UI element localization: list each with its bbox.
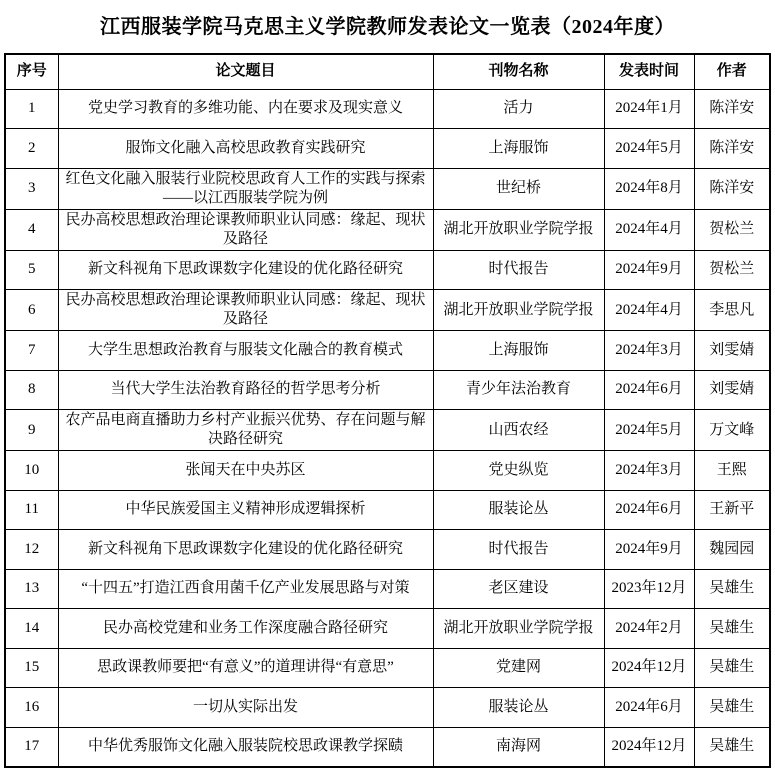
cell-author: 王新平 <box>694 490 770 530</box>
cell-title: 大学生思想政治教育与服装文化融合的教育模式 <box>58 331 433 371</box>
cell-author: 吴雄生 <box>694 648 770 688</box>
cell-author: 刘雯婧 <box>694 331 770 371</box>
cell-journal: 党建网 <box>433 648 604 688</box>
cell-author: 贺松兰 <box>694 250 770 290</box>
cell-title: 当代大学生法治教育路径的哲学思考分析 <box>58 370 433 410</box>
header-row <box>5 54 770 89</box>
papers-table-header <box>5 54 770 89</box>
cell-date: 2024年5月 <box>604 410 694 451</box>
cell-title: 民办高校党建和业务工作深度融合路径研究 <box>58 609 433 649</box>
cell-date: 2024年4月 <box>604 209 694 250</box>
cell-title: 红色文化融入服装行业院校思政育人工作的实践与探索——以江西服装学院为例 <box>58 168 433 209</box>
cell-title: 党史学习教育的多维功能、内在要求及现实意义 <box>58 89 433 129</box>
cell-date: 2024年3月 <box>604 331 694 371</box>
page-title: 江西服装学院马克思主义学院教师发表论文一览表（2024年度） <box>100 16 675 38</box>
header-no: 序号 <box>5 54 58 89</box>
cell-no: 14 <box>5 609 58 649</box>
table-row <box>5 290 770 331</box>
cell-no: 2 <box>5 129 58 169</box>
header-date: 发表时间 <box>604 54 694 89</box>
cell-author: 贺松兰 <box>694 209 770 250</box>
cell-no: 13 <box>5 569 58 609</box>
cell-no: 10 <box>5 451 58 491</box>
cell-date: 2024年9月 <box>604 530 694 570</box>
cell-no: 3 <box>5 168 58 209</box>
table-row <box>5 727 770 767</box>
table-row <box>5 370 770 410</box>
table-row <box>5 688 770 728</box>
table-row <box>5 129 770 169</box>
table-row <box>5 209 770 250</box>
cell-date: 2024年4月 <box>604 290 694 331</box>
cell-title: 民办高校思想政治理论课教师职业认同感：缘起、现状及路径 <box>58 209 433 250</box>
cell-title: 服饰文化融入高校思政教育实践研究 <box>58 129 433 169</box>
cell-journal: 时代报告 <box>433 250 604 290</box>
cell-date: 2024年2月 <box>604 609 694 649</box>
papers-table-body <box>5 89 770 767</box>
cell-author: 吴雄生 <box>694 569 770 609</box>
table-row <box>5 168 770 209</box>
table-row <box>5 609 770 649</box>
cell-journal: 老区建设 <box>433 569 604 609</box>
cell-author: 吴雄生 <box>694 609 770 649</box>
header-title: 论文题目 <box>58 54 433 89</box>
cell-date: 2024年6月 <box>604 370 694 410</box>
cell-title: 一切从实际出发 <box>58 688 433 728</box>
cell-no: 17 <box>5 727 58 767</box>
cell-no: 12 <box>5 530 58 570</box>
cell-journal: 服装论丛 <box>433 688 604 728</box>
cell-title: 中华民族爱国主义精神形成逻辑探析 <box>58 490 433 530</box>
cell-no: 5 <box>5 250 58 290</box>
cell-journal: 湖北开放职业学院学报 <box>433 609 604 649</box>
cell-journal: 湖北开放职业学院学报 <box>433 209 604 250</box>
cell-date: 2024年12月 <box>604 648 694 688</box>
cell-no: 1 <box>5 89 58 129</box>
table-row <box>5 89 770 129</box>
table-row <box>5 569 770 609</box>
table-row <box>5 331 770 371</box>
cell-journal: 青少年法治教育 <box>433 370 604 410</box>
cell-author: 陈洋安 <box>694 89 770 129</box>
cell-journal: 时代报告 <box>433 530 604 570</box>
table-row <box>5 648 770 688</box>
cell-no: 4 <box>5 209 58 250</box>
table-row <box>5 530 770 570</box>
cell-title: 新文科视角下思政课数字化建设的优化路径研究 <box>58 250 433 290</box>
cell-journal: 上海服饰 <box>433 331 604 371</box>
cell-no: 15 <box>5 648 58 688</box>
cell-author: 魏园园 <box>694 530 770 570</box>
cell-no: 11 <box>5 490 58 530</box>
cell-journal: 湖北开放职业学院学报 <box>433 290 604 331</box>
cell-date: 2024年6月 <box>604 490 694 530</box>
cell-date: 2024年6月 <box>604 688 694 728</box>
cell-journal: 上海服饰 <box>433 129 604 169</box>
cell-journal: 服装论丛 <box>433 490 604 530</box>
cell-no: 7 <box>5 331 58 371</box>
cell-journal: 活力 <box>433 89 604 129</box>
cell-date: 2024年8月 <box>604 168 694 209</box>
cell-journal: 世纪桥 <box>433 168 604 209</box>
cell-no: 6 <box>5 290 58 331</box>
cell-date: 2024年3月 <box>604 451 694 491</box>
cell-title: 民办高校思想政治理论课教师职业认同感：缘起、现状及路径 <box>58 290 433 331</box>
table-row <box>5 490 770 530</box>
table-row <box>5 410 770 451</box>
header-author: 作者 <box>694 54 770 89</box>
cell-no: 16 <box>5 688 58 728</box>
cell-author: 陈洋安 <box>694 168 770 209</box>
cell-author: 吴雄生 <box>694 688 770 728</box>
cell-journal: 南海网 <box>433 727 604 767</box>
cell-no: 9 <box>5 410 58 451</box>
cell-author: 陈洋安 <box>694 129 770 169</box>
cell-title: 新文科视角下思政课数字化建设的优化路径研究 <box>58 530 433 570</box>
cell-journal: 山西农经 <box>433 410 604 451</box>
papers-table <box>4 53 771 768</box>
cell-title: 中华优秀服饰文化融入服装院校思政课教学探赜 <box>58 727 433 767</box>
cell-date: 2024年9月 <box>604 250 694 290</box>
cell-title: 张闻天在中央苏区 <box>58 451 433 491</box>
header-journal: 刊物名称 <box>433 54 604 89</box>
table-row <box>5 250 770 290</box>
cell-author: 吴雄生 <box>694 727 770 767</box>
cell-author: 王熙 <box>694 451 770 491</box>
cell-journal: 党史纵览 <box>433 451 604 491</box>
cell-title: “十四五”打造江西食用菌千亿产业发展思路与对策 <box>58 569 433 609</box>
cell-date: 2024年5月 <box>604 129 694 169</box>
cell-date: 2024年12月 <box>604 727 694 767</box>
cell-title: 农产品电商直播助力乡村产业振兴优势、存在问题与解决路径研究 <box>58 410 433 451</box>
cell-author: 李思凡 <box>694 290 770 331</box>
cell-author: 刘雯婧 <box>694 370 770 410</box>
cell-date: 2023年12月 <box>604 569 694 609</box>
cell-no: 8 <box>5 370 58 410</box>
cell-title: 思政课教师要把“有意义”的道理讲得“有意思” <box>58 648 433 688</box>
table-row <box>5 451 770 491</box>
cell-author: 万文峰 <box>694 410 770 451</box>
cell-date: 2024年1月 <box>604 89 694 129</box>
